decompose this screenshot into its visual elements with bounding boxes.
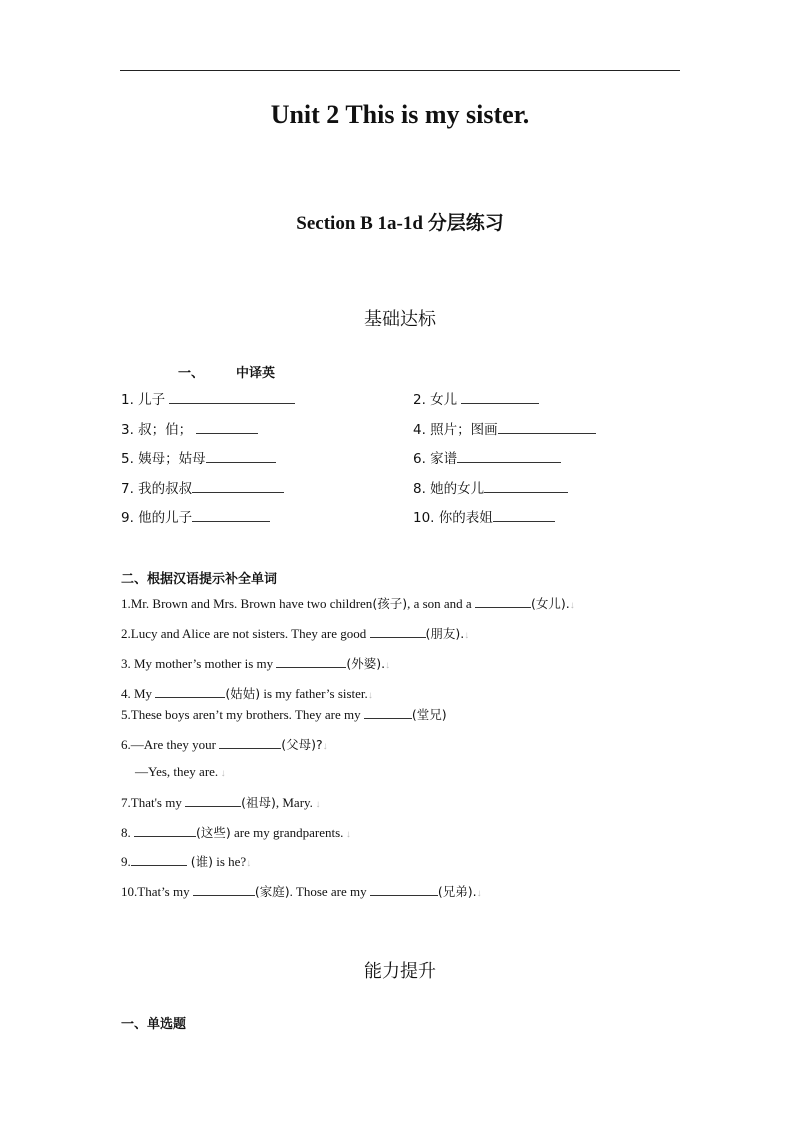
- fill-item: [121, 684, 373, 702]
- vocab-row: [121, 418, 681, 448]
- answer-blank[interactable]: [498, 421, 596, 434]
- fill-item: [121, 594, 575, 612]
- fill-item: [121, 735, 328, 753]
- part1-label: 中译英: [236, 366, 276, 381]
- answer-blank[interactable]: [484, 480, 568, 493]
- answer-blank[interactable]: [219, 736, 281, 749]
- fill-text: . Those are my: [289, 884, 370, 899]
- vocab-item: [121, 477, 284, 497]
- vocab-item: [413, 388, 539, 408]
- paragraph-mark-icon: ↓: [246, 858, 252, 869]
- answer-blank[interactable]: [493, 509, 555, 522]
- paragraph-mark-icon: ↓: [367, 690, 373, 701]
- fill-text: 9.: [121, 854, 131, 869]
- vocab-prompt: 8. 她的女儿: [413, 480, 485, 497]
- vocab-item: [121, 506, 270, 526]
- fill-hint: (女儿).: [530, 596, 570, 611]
- fill-text: is he?: [212, 854, 247, 869]
- paragraph-mark-icon: ↓: [312, 799, 321, 810]
- fill-hint: (堂兄): [411, 707, 447, 722]
- fill-item: [121, 793, 320, 811]
- answer-blank[interactable]: [370, 625, 426, 638]
- vocab-row: [121, 447, 681, 477]
- fill-text: , Mary.: [275, 795, 313, 810]
- fill-item: [135, 764, 226, 780]
- paragraph-mark-icon: ↓: [569, 600, 575, 611]
- vocab-prompt: 6. 家谱: [413, 451, 458, 467]
- answer-blank[interactable]: [193, 883, 255, 896]
- vocab-row: [121, 506, 681, 536]
- fill-hint: (外婆).: [346, 656, 386, 671]
- vocab-prompt: 7. 我的叔叔: [121, 480, 193, 497]
- fill-text: 3. My mother’s mother is my: [121, 656, 277, 671]
- part3-heading: 一、单选题: [121, 1017, 187, 1032]
- part2-heading: 二、根据汉语提示补全单词: [121, 572, 278, 587]
- vocab-item: [413, 418, 596, 438]
- fill-hint: (兄弟).: [437, 884, 477, 899]
- fill-item: [121, 654, 390, 672]
- fill-hint: (朋友).: [425, 626, 465, 641]
- answer-blank[interactable]: [457, 450, 561, 463]
- answer-blank[interactable]: [206, 450, 276, 463]
- vocab-item: [121, 418, 258, 438]
- section-subtitle: Section B 1a-1d 分层练习: [296, 213, 504, 234]
- paragraph-mark-icon: ↓: [343, 829, 351, 840]
- vocab-item: [121, 388, 295, 408]
- answer-blank[interactable]: [155, 685, 225, 698]
- answer-blank[interactable]: [131, 853, 187, 866]
- paragraph-mark-icon: ↓: [476, 888, 482, 899]
- vocab-item: [121, 447, 276, 467]
- part1-heading: [178, 362, 275, 381]
- answer-blank[interactable]: [192, 480, 284, 493]
- vocab-item: [413, 447, 561, 467]
- fill-text: 2.Lucy and Alice are not sisters. They are good: [121, 626, 370, 641]
- fill-hint: (祖母): [241, 795, 276, 810]
- answer-blank[interactable]: [192, 509, 270, 522]
- answer-blank[interactable]: [475, 595, 531, 608]
- answer-blank[interactable]: [134, 824, 196, 837]
- fill-text: 4. My: [121, 686, 156, 701]
- fill-item: [121, 705, 447, 723]
- vocab-prompt: 9. 他的儿子: [121, 510, 193, 526]
- vocab-list: [121, 388, 681, 536]
- paragraph-mark-icon: ↓: [464, 630, 470, 641]
- fill-text: are my grandparents.: [230, 825, 344, 840]
- vocab-prompt: 3. 叔；伯；: [121, 421, 193, 438]
- vocab-prompt: 10. 你的表姐: [413, 510, 493, 526]
- answer-blank[interactable]: [169, 391, 295, 404]
- fill-item: [121, 852, 251, 870]
- answer-blank[interactable]: [276, 655, 346, 668]
- paragraph-mark-icon: ↓: [218, 768, 226, 779]
- fill-text: 1.Mr. Brown and Mrs. Brown have two children: [121, 596, 373, 611]
- fill-text: , a son and a: [407, 596, 475, 611]
- vocab-item: [413, 477, 568, 497]
- fill-text: 10.That’s my: [121, 884, 193, 899]
- vocab-prompt: 5. 姨母；姑母: [121, 451, 206, 467]
- fill-text: —Yes, they are.: [135, 764, 219, 779]
- fill-text: 7.That's my: [121, 795, 186, 810]
- fill-text: 8.: [121, 825, 134, 840]
- fill-text: 5.These boys aren’t my brothers. They are my: [121, 707, 364, 722]
- fill-item: [121, 624, 469, 642]
- answer-blank[interactable]: [461, 391, 539, 404]
- answer-blank[interactable]: [364, 706, 412, 719]
- fill-hint: (家庭): [254, 884, 290, 899]
- level-heading-advanced: 能力提升: [364, 961, 436, 982]
- vocab-prompt: 2. 女儿: [413, 392, 458, 408]
- vocab-prompt: 1. 儿子: [121, 392, 166, 408]
- paragraph-mark-icon: ↓: [385, 660, 391, 671]
- fill-hint: (谁): [186, 854, 213, 869]
- page-title: Unit 2 This is my sister.: [270, 100, 530, 129]
- fill-hint: (孩子): [372, 596, 408, 611]
- paragraph-mark-icon: ↓: [322, 741, 328, 752]
- fill-text: 6.—Are they your: [121, 737, 220, 752]
- vocab-item: [413, 506, 555, 526]
- answer-blank[interactable]: [370, 883, 438, 896]
- fill-hint: (父母)?: [281, 737, 323, 752]
- vocab-row: [121, 388, 681, 418]
- fill-item: [121, 823, 351, 841]
- fill-text: is my father’s sister.: [260, 686, 368, 701]
- fill-item: [121, 882, 482, 900]
- vocab-prompt: 4. 照片；图画: [413, 421, 498, 438]
- header-rule: [120, 70, 680, 71]
- fill-hint: (这些): [196, 825, 231, 840]
- answer-blank[interactable]: [196, 421, 258, 434]
- vocab-row: [121, 477, 681, 507]
- part1-number: 一、: [178, 366, 205, 381]
- answer-blank[interactable]: [185, 794, 241, 807]
- fill-hint: (姑姑): [225, 686, 261, 701]
- level-heading-basic: 基础达标: [364, 309, 436, 330]
